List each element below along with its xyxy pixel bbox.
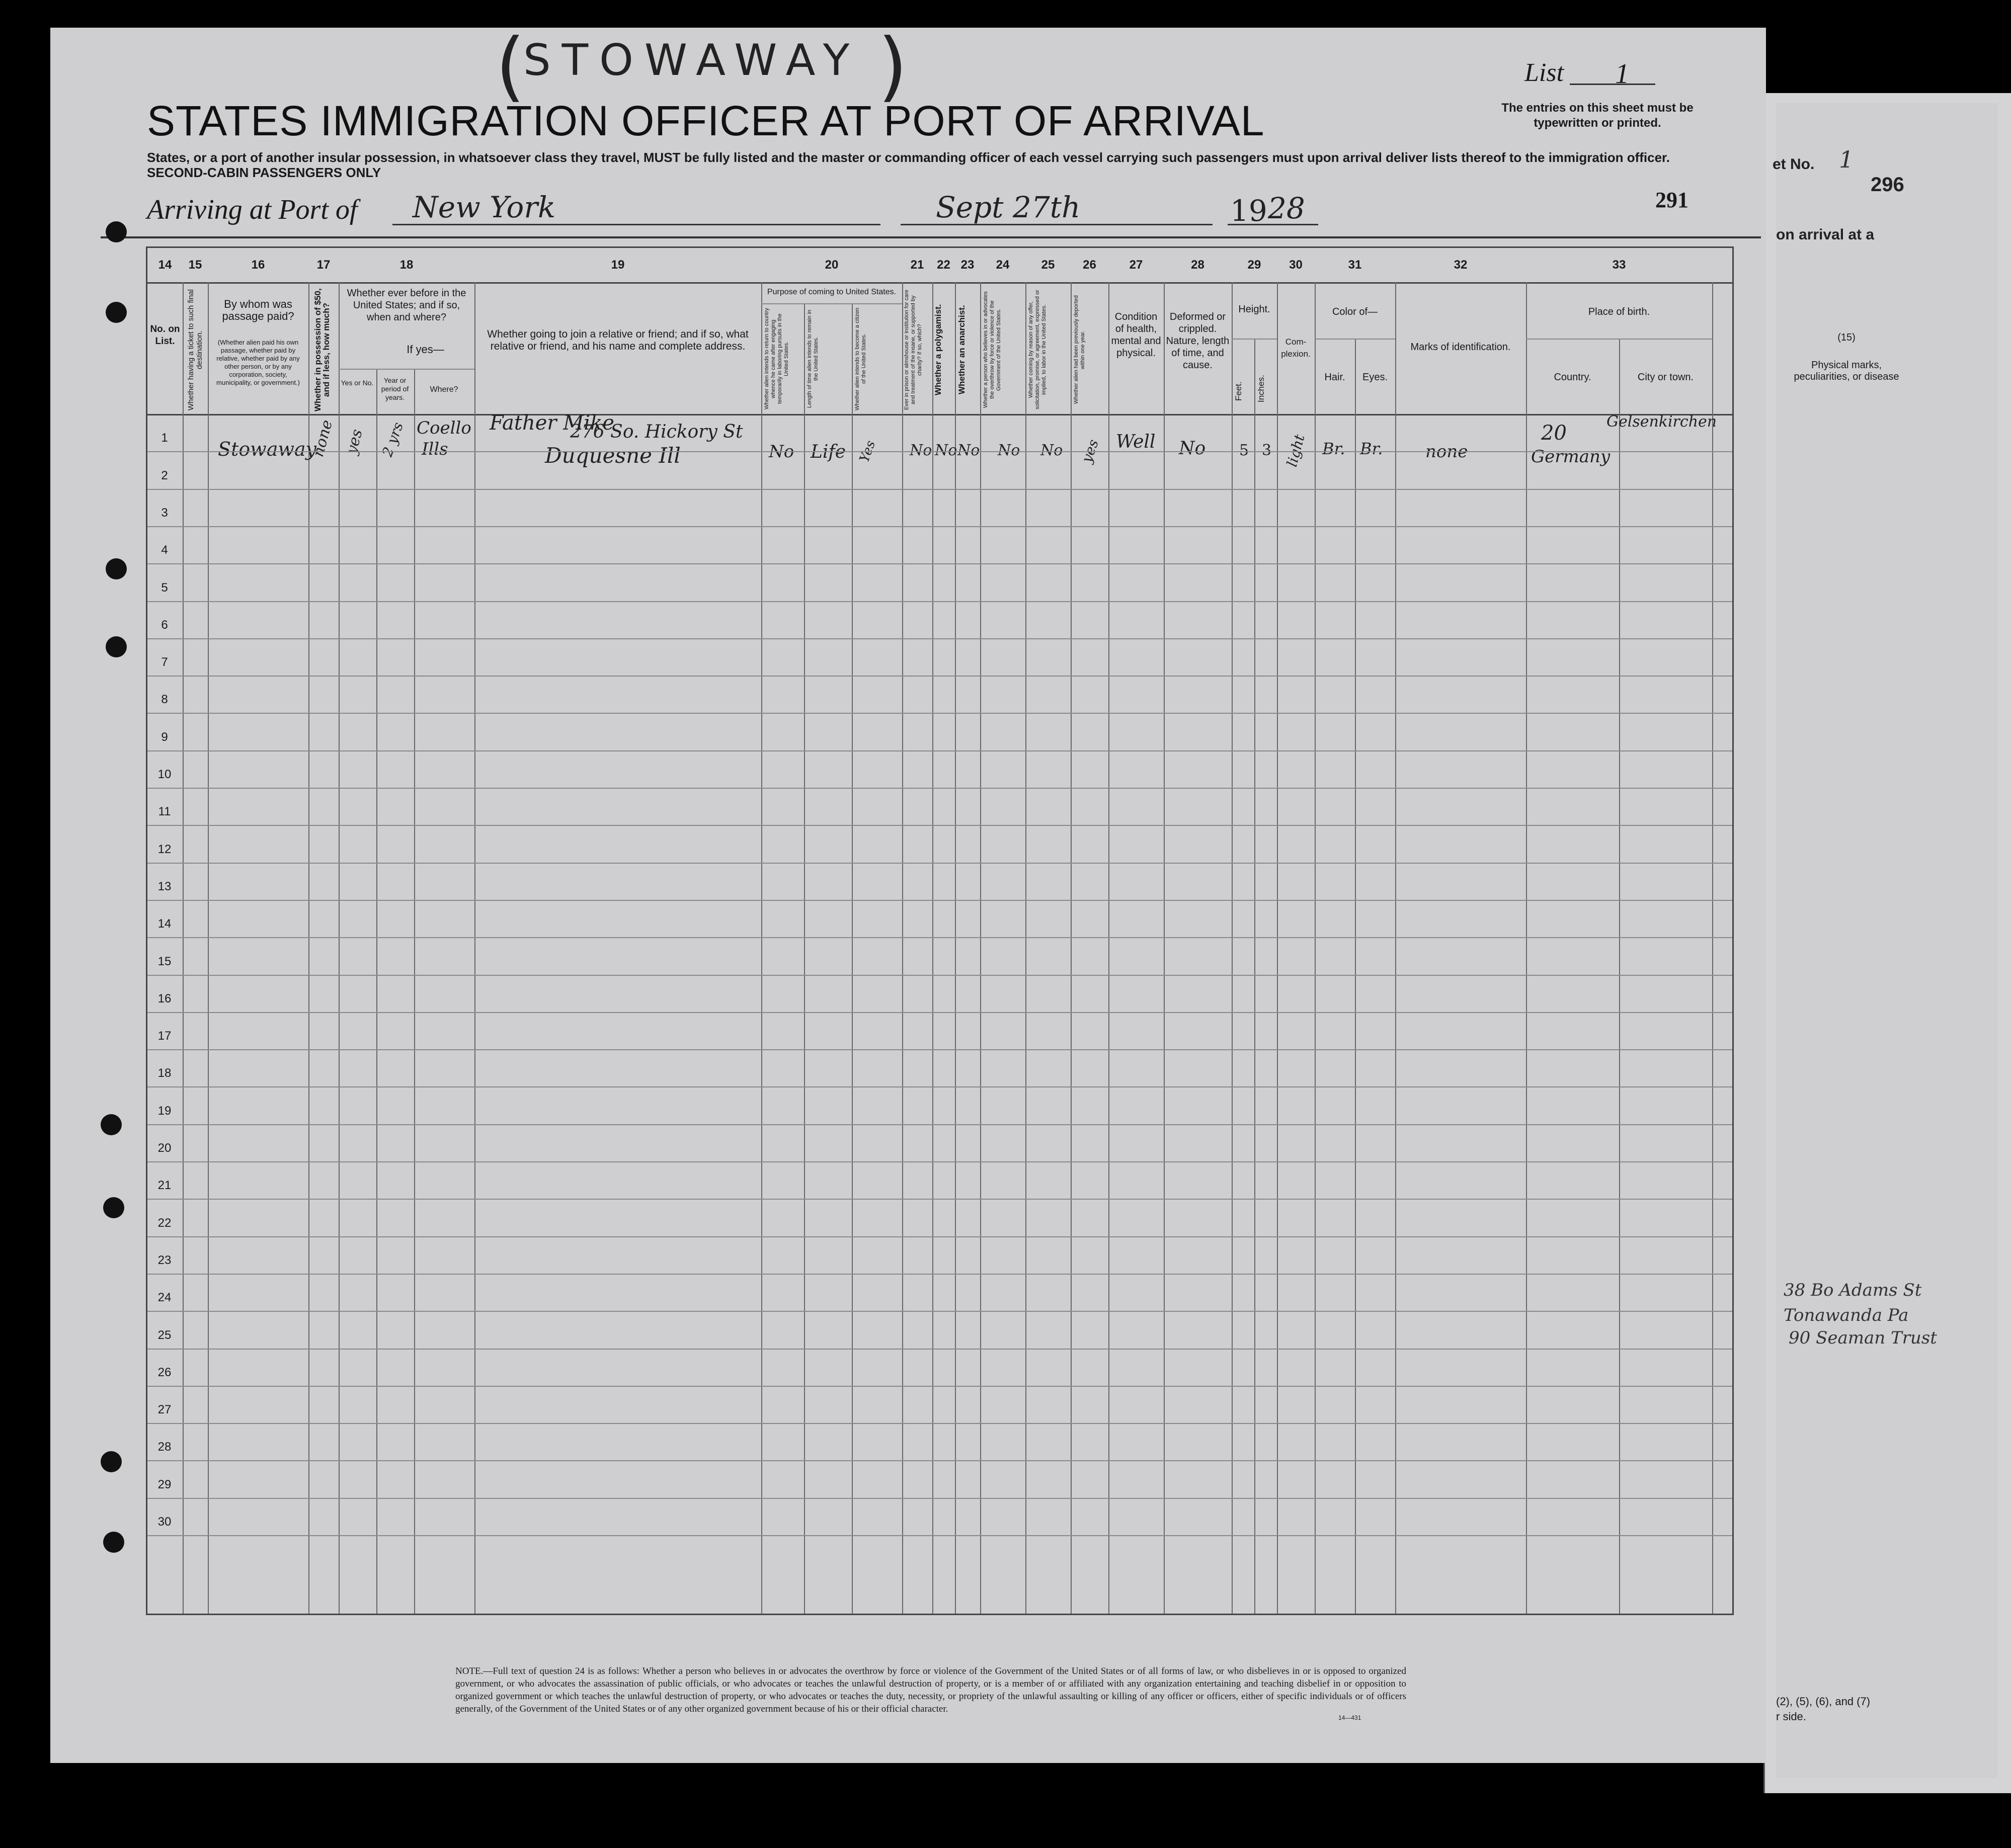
subheader-line	[339, 369, 474, 370]
header-year-period: Year or period of years.	[381, 376, 409, 401]
row-number: 1	[161, 431, 168, 445]
row-line	[147, 601, 1732, 602]
row-number: 9	[161, 730, 168, 744]
header-possession: Whether in possession of $50, and if less, how much?	[313, 288, 331, 411]
row-number: 12	[157, 842, 172, 856]
header-top-line	[147, 282, 1732, 284]
row-line	[147, 638, 1732, 639]
port-value: New York	[413, 190, 556, 224]
header-no-on-list: No. on List.	[150, 324, 180, 347]
row-number: 19	[157, 1104, 172, 1118]
row-line	[147, 1086, 1732, 1087]
row-line	[147, 937, 1732, 938]
list-label: List	[1524, 58, 1564, 87]
col-divider	[1164, 282, 1165, 1614]
header-purpose: Purpose of coming to United States.	[767, 288, 897, 296]
row-number: 17	[157, 1029, 172, 1043]
col-divider	[208, 282, 209, 1614]
back-hw-line2: Tonawanda Pa	[1784, 1305, 1909, 1325]
port-underline	[392, 224, 880, 225]
col-number-22: 22	[937, 258, 950, 272]
entry-country: Germany	[1531, 447, 1611, 467]
punch-hole	[106, 636, 127, 657]
col-divider	[1619, 339, 1620, 1614]
entry-feet: 5	[1239, 442, 1249, 459]
col-divider	[804, 303, 805, 1614]
entry-relative-line2: 276 So. Hickory St	[570, 422, 743, 442]
col-number-32: 32	[1454, 258, 1468, 272]
row-number: 25	[157, 1328, 172, 1342]
year-prefix: 19	[1230, 194, 1267, 228]
header-city: City or town.	[1637, 372, 1694, 383]
row-line	[147, 1349, 1732, 1350]
col-number-26: 26	[1083, 258, 1096, 272]
row-number: 29	[157, 1477, 172, 1491]
row-line	[147, 451, 1732, 452]
row-line	[147, 863, 1732, 864]
stamp-open-paren: (	[496, 23, 525, 110]
sheet-number: 291	[1655, 188, 1688, 212]
entry-years: 2 yrs	[379, 419, 407, 459]
page-title: STATES IMMIGRATION OFFICER AT PORT OF ARRIVAL	[147, 97, 1265, 144]
entry-q24: No	[998, 442, 1020, 459]
header-purpose-return: Whether alien intends to return to country whence he came after engaging temporarily in laboring pursuits in the United States.	[764, 308, 789, 410]
list-value: 1	[1615, 58, 1629, 90]
back-sheet-inner	[1776, 103, 1997, 1778]
row-line	[147, 489, 1732, 490]
header-ever-before: Whether ever before in the United States; and if so, when and where?	[347, 288, 466, 323]
entry-age: 20	[1541, 422, 1567, 445]
header-rule	[101, 236, 1761, 238]
entry-deported: yes	[1078, 437, 1102, 465]
col-divider	[761, 282, 762, 1614]
back-sheet-value: 1	[1839, 146, 1854, 173]
header-prison: Ever in prison or almshouse or institution for care and treatment of the insane, or supported by charity? If so, which?	[904, 289, 923, 410]
punch-hole	[103, 1197, 124, 1218]
row-number: 13	[157, 879, 172, 893]
col-number-25: 25	[1041, 258, 1055, 272]
row-line	[147, 825, 1732, 826]
header-going-to-join: Whether going to join a relative or friend; and if so, what relative or friend, and his name and complete address.	[487, 328, 749, 352]
col-divider	[1315, 282, 1316, 1614]
entry-return: No	[769, 442, 794, 462]
subheader-line	[1526, 339, 1712, 340]
header-place-of-birth: Place of birth.	[1588, 306, 1650, 317]
row-number: 16	[157, 991, 172, 1005]
col-divider	[1071, 282, 1072, 1614]
row-number: 18	[157, 1066, 172, 1080]
entry-length: Life	[811, 442, 846, 462]
col-number-31: 31	[1348, 258, 1362, 272]
row-line	[147, 975, 1732, 976]
entry-inches: 3	[1262, 442, 1272, 459]
col-number-20: 20	[825, 258, 839, 272]
row-number: 6	[161, 618, 168, 632]
date-underline	[901, 224, 1213, 225]
header-purpose-citizen: Whether alien intends to become a citizen of the United States.	[854, 307, 867, 410]
header-height: Height.	[1238, 304, 1270, 315]
row-number: 5	[161, 580, 168, 595]
row-number: 21	[157, 1179, 172, 1193]
col-number-16: 16	[251, 258, 265, 272]
entry-money: none	[309, 418, 337, 459]
header-anarchist: Whether an anarchist.	[957, 305, 967, 395]
header-if-yes: If yes—	[407, 343, 444, 356]
row-line	[147, 788, 1732, 789]
row-number: 7	[161, 655, 168, 669]
col-divider	[308, 282, 309, 1614]
back-bottom-line2: r side.	[1776, 1710, 1806, 1723]
header-complexion: Com-plexion.	[1281, 337, 1311, 359]
stamp-close-paren: )	[878, 23, 908, 110]
col-number-17: 17	[316, 258, 331, 272]
col-divider	[339, 282, 340, 1614]
col-divider	[183, 282, 184, 1614]
back-bottom-line1: (2), (5), (6), and (7)	[1776, 1695, 1871, 1708]
col-number-33: 33	[1612, 258, 1626, 272]
row-line	[147, 526, 1732, 527]
header-polygamist: Whether a polygamist.	[933, 304, 943, 396]
col-number-19: 19	[611, 258, 625, 272]
header-where: Where?	[430, 385, 458, 394]
row-number: 15	[157, 954, 172, 968]
header-country: Country.	[1554, 372, 1591, 383]
punch-hole	[106, 558, 127, 579]
entry-where-line1: Coello	[417, 418, 471, 438]
punch-hole	[101, 1114, 122, 1135]
instructions-text: States, or a port of another insular possession, in whatsoever class they travel, MUST be fully listed and the master or commanding officer of each vessel carrying such passengers must upon arrival deliver lists thereof to the immigration officer.	[147, 150, 1670, 165]
header-yes-no: Yes or No.	[341, 379, 374, 387]
row-number: 26	[157, 1365, 172, 1379]
row-line	[147, 1274, 1732, 1275]
header-by-whom-note: (Whether alien paid his own passage, whether paid by relative, whether paid by any other person, or by any corporation, society, municipality, or government.)	[216, 339, 300, 386]
row-line	[147, 1012, 1732, 1013]
col-divider	[1526, 282, 1527, 1614]
manifest-table	[146, 246, 1734, 1615]
col-number-23: 23	[960, 258, 975, 272]
row-line	[147, 1423, 1732, 1424]
subheader-line	[1232, 339, 1277, 340]
row-line	[147, 713, 1732, 714]
form-code: 14—431	[1338, 1714, 1361, 1721]
back-col-header: Physical marks, peculiarities, or disease	[1794, 360, 1899, 382]
row-number: 3	[161, 506, 168, 520]
row-number: 28	[157, 1440, 172, 1454]
entry-anarchist: No	[957, 442, 980, 459]
header-ticket: Whether having a ticket to such final destination.	[187, 289, 204, 410]
row-number: 20	[157, 1141, 172, 1155]
back-hw-line3: 90 Seaman Trust	[1789, 1328, 1937, 1348]
punch-hole	[106, 302, 127, 323]
row-number: 24	[157, 1291, 172, 1305]
row-line	[147, 676, 1732, 677]
col-divider	[1232, 282, 1233, 1614]
row-line	[147, 1199, 1732, 1200]
row-line	[147, 1049, 1732, 1050]
row-number: 22	[157, 1216, 172, 1230]
col-number-15: 15	[188, 258, 202, 272]
row-number: 11	[158, 805, 171, 819]
col-number-29: 29	[1247, 258, 1261, 272]
entry-eyes: Br.	[1360, 439, 1383, 458]
col-divider	[474, 282, 475, 1614]
row-line	[147, 1311, 1732, 1312]
back-sheet-arrival: on arrival at a	[1776, 226, 1875, 243]
row-line	[147, 563, 1732, 564]
col-divider	[932, 282, 933, 1614]
header-feet: Feet.	[1234, 381, 1243, 401]
header-inches: Inches.	[1256, 375, 1266, 403]
col-divider	[955, 282, 956, 1614]
row-line	[147, 1386, 1732, 1387]
subheader-line	[1315, 339, 1395, 340]
date-value: Sept 27th	[936, 190, 1081, 224]
entry-citizen: Yes	[857, 438, 879, 465]
header-q24: Whether a person who believes in or advocates the overthrow by force or violence of the Government of the United States.	[983, 291, 1002, 408]
entry-q25: No	[1040, 442, 1063, 459]
row-line	[147, 900, 1732, 901]
row-number: 2	[161, 468, 168, 482]
note-text: —Full text of question 24 is as follows: Whether a person who believes in or advocates the overthrow by force or violence of the Government of the United States or of all forms of law, or who disbelieves in or is opposed to organized government, or who advocates the assassination of public officials, or who advocates or teaches the unlawful destruction of property, or is a member of or affiliated with any organization entertaining and teaching disbelief in or opposition to organized government or which teaches the unlawful destruction of property, or who advocates or teaches the duty, necessity, or propriety of the unlawful assaulting or killing of any officer or officers, either of specific individuals or of officers generally, of the Government of the United States or of any other organized government because of his or their official character.	[455, 1666, 1406, 1714]
row-line	[147, 1124, 1732, 1125]
col-divider	[414, 369, 415, 1614]
col-divider	[902, 282, 903, 1614]
entry-relative-line3: Duquesne Ill	[545, 443, 681, 468]
entries-note: The entries on this sheet must be typewritten or printed.	[1501, 101, 1694, 130]
note-label: NOTE.	[455, 1666, 484, 1676]
col-divider	[1355, 339, 1356, 1614]
row-number: 10	[157, 768, 172, 781]
col-divider	[1395, 282, 1396, 1614]
row-number: 30	[157, 1515, 172, 1529]
entry-marks: none	[1425, 442, 1468, 462]
row-line	[147, 1460, 1732, 1461]
col-divider	[980, 282, 981, 1614]
row-line	[147, 1161, 1732, 1162]
row-number: 23	[157, 1253, 172, 1267]
entry-health: Well	[1116, 432, 1156, 452]
header-bottom-line	[147, 414, 1732, 415]
second-cabin-label: SECOND-CABIN PASSENGERS ONLY	[147, 165, 381, 180]
arriving-label: Arriving at Port of	[147, 194, 358, 225]
back-col-number: (15)	[1837, 332, 1856, 343]
col-divider	[1712, 282, 1713, 1614]
entry-passage-paid: Stowaway	[218, 438, 317, 460]
col-divider	[852, 303, 853, 1614]
punch-hole	[101, 1451, 122, 1472]
header-q25: Whether coming by reason of any offer, solicitation, promise, or agreement, expressed or implied, to labor in the United States.	[1028, 290, 1047, 410]
stowaway-stamp: STOWAWAY	[523, 35, 861, 86]
col-number-28: 28	[1191, 258, 1204, 272]
subheader-line	[761, 303, 902, 304]
col-divider	[376, 369, 377, 1614]
row-number: 27	[157, 1403, 172, 1417]
col-divider	[1108, 282, 1109, 1614]
back-sheet-number: 296	[1871, 174, 1904, 196]
col-divider	[1254, 339, 1255, 1614]
row-number: 4	[161, 543, 168, 557]
entry-city: Gelsenkirchen	[1606, 413, 1717, 431]
punch-hole	[103, 1532, 124, 1553]
header-condition: Condition of health, mental and physical.	[1111, 311, 1161, 359]
punch-hole	[106, 221, 127, 242]
header-hair: Hair.	[1324, 372, 1345, 383]
col-number-24: 24	[996, 258, 1010, 272]
col-divider	[1025, 282, 1026, 1614]
row-line	[147, 1535, 1732, 1536]
row-line	[147, 750, 1732, 751]
col-number-27: 27	[1129, 258, 1143, 272]
entry-where-line2: Ills	[422, 439, 448, 459]
header-deported: Whether alien had been previously deported within one year.	[1073, 295, 1086, 404]
back-sheet-label: et No.	[1773, 156, 1815, 173]
year-underline	[1228, 224, 1318, 225]
header-purpose-length: Length of time alien intends to remain in the United States.	[807, 309, 819, 408]
col-number-18: 18	[399, 258, 414, 272]
entry-ever-before: yes	[343, 427, 366, 457]
header-color-of: Color of—	[1332, 306, 1378, 317]
header-deformed: Deformed or crippled. Nature, length of time, and cause.	[1166, 311, 1230, 371]
row-number: 14	[157, 917, 172, 931]
entry-relative-line1: Father Mike	[490, 411, 614, 435]
entry-deformed: No	[1179, 438, 1206, 459]
row-line	[147, 1236, 1732, 1237]
list-line	[1570, 83, 1655, 85]
entry-complexion: light	[1283, 433, 1308, 469]
col-divider	[1277, 282, 1278, 1614]
entry-polygamist: No	[935, 442, 957, 459]
header-eyes: Eyes.	[1362, 372, 1388, 383]
col-number-30: 30	[1289, 258, 1303, 272]
header-marks: Marks of identification.	[1410, 342, 1511, 353]
col-number-14: 14	[158, 258, 172, 272]
year-suffix: 28	[1268, 191, 1305, 225]
entry-prison: No	[910, 442, 932, 459]
back-hw-line1: 38 Bo Adams St	[1784, 1280, 1922, 1300]
header-by-whom: By whom was passage paid?	[222, 298, 294, 322]
col-number-21: 21	[910, 258, 924, 272]
row-number: 8	[161, 693, 168, 707]
entry-hair: Br.	[1322, 439, 1345, 458]
row-line	[147, 1498, 1732, 1499]
footer-note	[455, 1665, 1406, 1715]
